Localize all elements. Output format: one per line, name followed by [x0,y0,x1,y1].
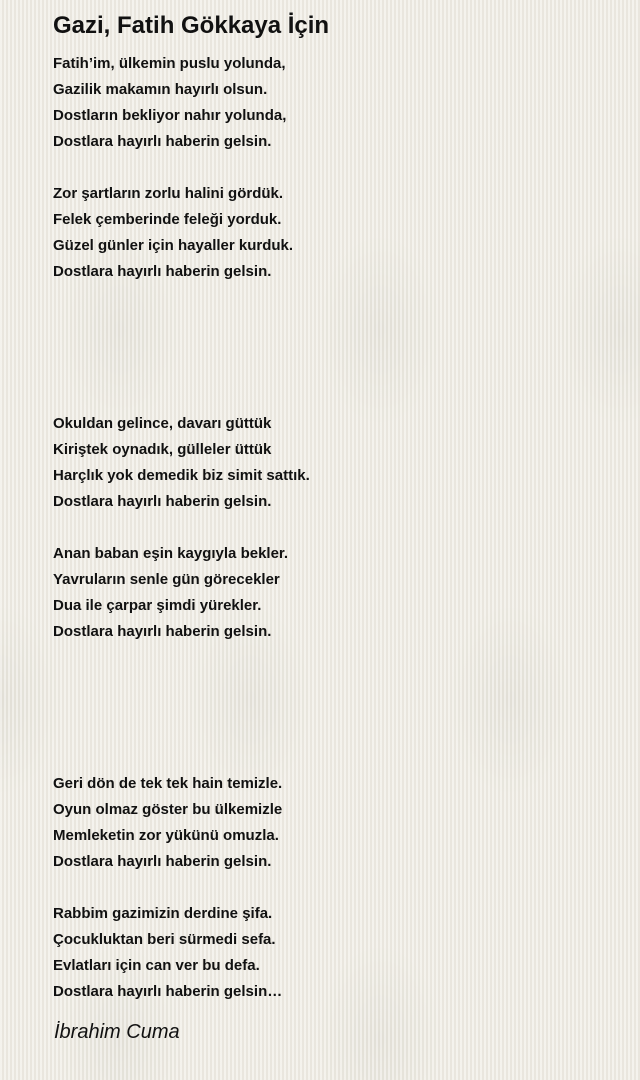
poem-line: Geri dön de tek tek hain temizle. [53,775,283,792]
stanza-4 [53,541,613,645]
poem-line: Çocukluktan beri sürmedi sefa. [53,931,276,948]
stanza-6 [53,901,613,1005]
poem-line: Gazilik makamın hayırlı olsun. [53,81,268,98]
poem-line: Memleketin zor yükünü omuzla. [53,827,279,844]
poem-line: Güzel günler için hayaller kurduk. [53,237,294,254]
poem-line: Yavruların senle gün görecekler [53,571,280,588]
poem-line: Dostlara hayırlı haberin gelsin. [53,853,272,870]
poem-line: Evlatları için can ver bu defa. [53,957,260,974]
stanza-3 [53,411,613,515]
poem-line: Dostlara hayırlı haberin gelsin. [53,623,272,640]
poem-line: Kiriştek oynadık, gülleler üttük [53,441,272,458]
poem-line: Oyun olmaz göster bu ülkemizle [53,801,283,818]
poem-line: Dostlara hayırlı haberin gelsin. [53,493,272,510]
poem-author: İbrahim Cuma [54,1021,180,1043]
poem-line: Dua ile çarpar şimdi yürekler. [53,597,262,614]
poem-line: Dostlara hayırlı haberin gelsin. [53,263,272,280]
stanza-1 [53,51,613,155]
stanza-5 [53,771,613,875]
poem-line: Dostlara hayırlı haberin gelsin… [53,983,283,1000]
poem-title: Gazi, Fatih Gökkaya İçin [53,12,330,39]
poem-line: Okuldan gelince, davarı güttük [53,415,272,432]
poem-line: Zor şartların zorlu halini gördük. [53,185,284,202]
poem-line: Harçlık yok demedik biz simit sattık. [53,467,310,484]
poem-line: Dostların bekliyor nahır yolunda, [53,107,287,124]
poem-line: Rabbim gazimizin derdine şifa. [53,905,273,922]
poem-line: Anan baban eşin kaygıyla bekler. [53,545,289,562]
poem-line: Fatih’im, ülkemin puslu yolunda, [53,55,286,72]
stanza-2 [53,181,613,285]
poem-line: Dostlara hayırlı haberin gelsin. [53,133,272,150]
poem-line: Felek çemberinde feleği yorduk. [53,211,282,228]
